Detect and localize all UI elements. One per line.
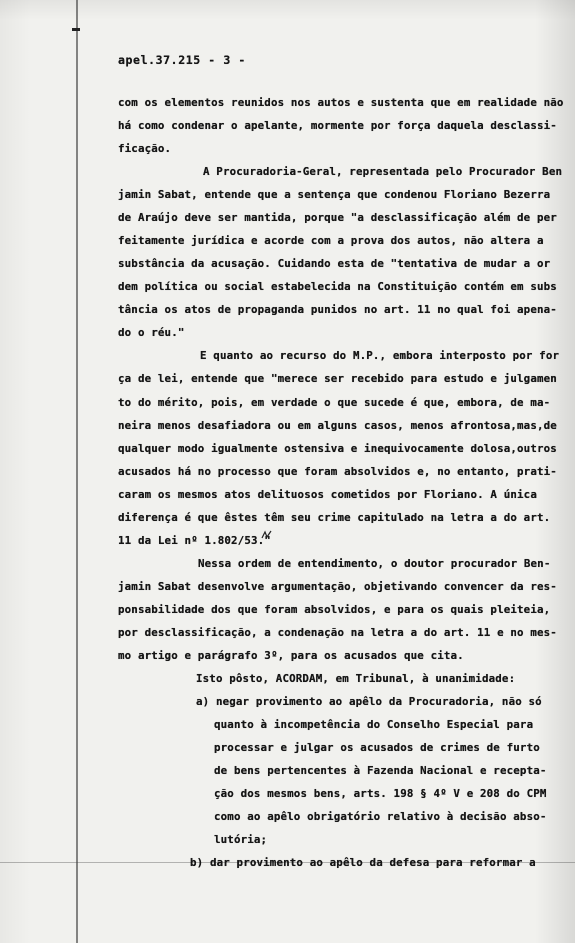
text-line-3: ficação. [118,142,172,155]
text-line-34: b) dar provimento ao apêlo da defesa para reformar a [190,856,536,869]
text-line-25: mo artigo e parágrafo 3º, para os acusados que cita. [118,649,464,662]
text-line-6: de Araújo deve ser mantida, porque "a desclassificação além de per [118,211,557,224]
text-line-28: quanto à incompetência do Conselho Especial para [214,718,534,731]
text-line-5: jamin Sabat, entende que a sentença que condenou Floriano Bezerra [118,188,551,201]
text-line-18: caram os mesmos atos delituosos cometidos por Floriano. A única [118,488,537,501]
text-line-1: com os elementos reunidos nos autos e sustenta que em realidade não [118,96,564,109]
text-line-7: feitamente jurídica e acorde com a prova dos autos, não altera a [118,234,544,247]
text-line-30: de bens pertencentes à Fazenda Nacional e recepta- [214,764,547,777]
text-line-4: A Procuradoria-Geral, representada pelo Procurador Ben [203,165,563,178]
text-line-23: ponsabilidade dos que foram absolvidos, e para os quais pleiteia, [118,603,551,616]
text-line-13: ça de lei, entende que "merece ser recebido para estudo e julgamen [118,372,557,385]
text-line-31: ção dos mesmos bens, arts. 198 § 4º V e 208 do CPM [214,787,547,800]
left-margin-rule [76,0,78,943]
initial-mark-icon [260,530,274,540]
text-line-24: por desclassificação, a condenação na letra a do art. 11 e no mes- [118,626,557,639]
page-header: apel.37.215 - 3 - [118,53,246,67]
text-line-29: processar e julgar os acusados de crimes de furto [214,741,540,754]
text-line-21: Nessa ordem de entendimento, o doutor procurador Ben- [198,557,551,570]
margin-rule-tick [72,28,80,31]
text-line-8: substância da acusação. Cuidando esta de "tentativa de mudar a or [118,257,551,270]
text-line-33: lutória; [214,833,268,846]
text-line-19: diferença é que êstes têm seu crime capitulado na letra a do art. [118,511,551,524]
text-line-9: dem política ou social estabelecida na Constituição contém em subs [118,280,557,293]
text-line-12: E quanto ao recurso do M.P., embora interposto por for [200,349,560,362]
text-line-27: a) negar provimento ao apêlo da Procuradoria, não só [196,695,542,708]
text-line-14: to do mérito, pois, em verdade o que sucede é que, embora, de ma- [118,396,551,409]
text-line-16: qualquer modo igualmente ostensiva e inequivocamente dolosa,outros [118,442,557,455]
text-line-17: acusados há no processo que foram absolvidos e, no entanto, prati- [118,465,557,478]
text-line-20: 11 da Lei nº 1.802/53." [118,534,271,547]
text-line-2: há como condenar o apelante, mormente por força daquela desclassi- [118,119,557,132]
text-line-32: como ao apêlo obrigatório relativo à decisão abso- [214,810,547,823]
text-line-10: tância os atos de propaganda punidos no art. 11 no qual foi apena- [118,303,557,316]
text-line-26: Isto pôsto, ACORDAM, em Tribunal, à unanimidade: [196,672,516,685]
text-line-22: jamin Sabat desenvolve argumentação, objetivando convencer da res- [118,580,557,593]
text-line-11: do o réu." [118,326,185,339]
text-line-15: neira menos desafiadora ou em alguns casos, menos afrontosa,mas,de [118,419,557,432]
